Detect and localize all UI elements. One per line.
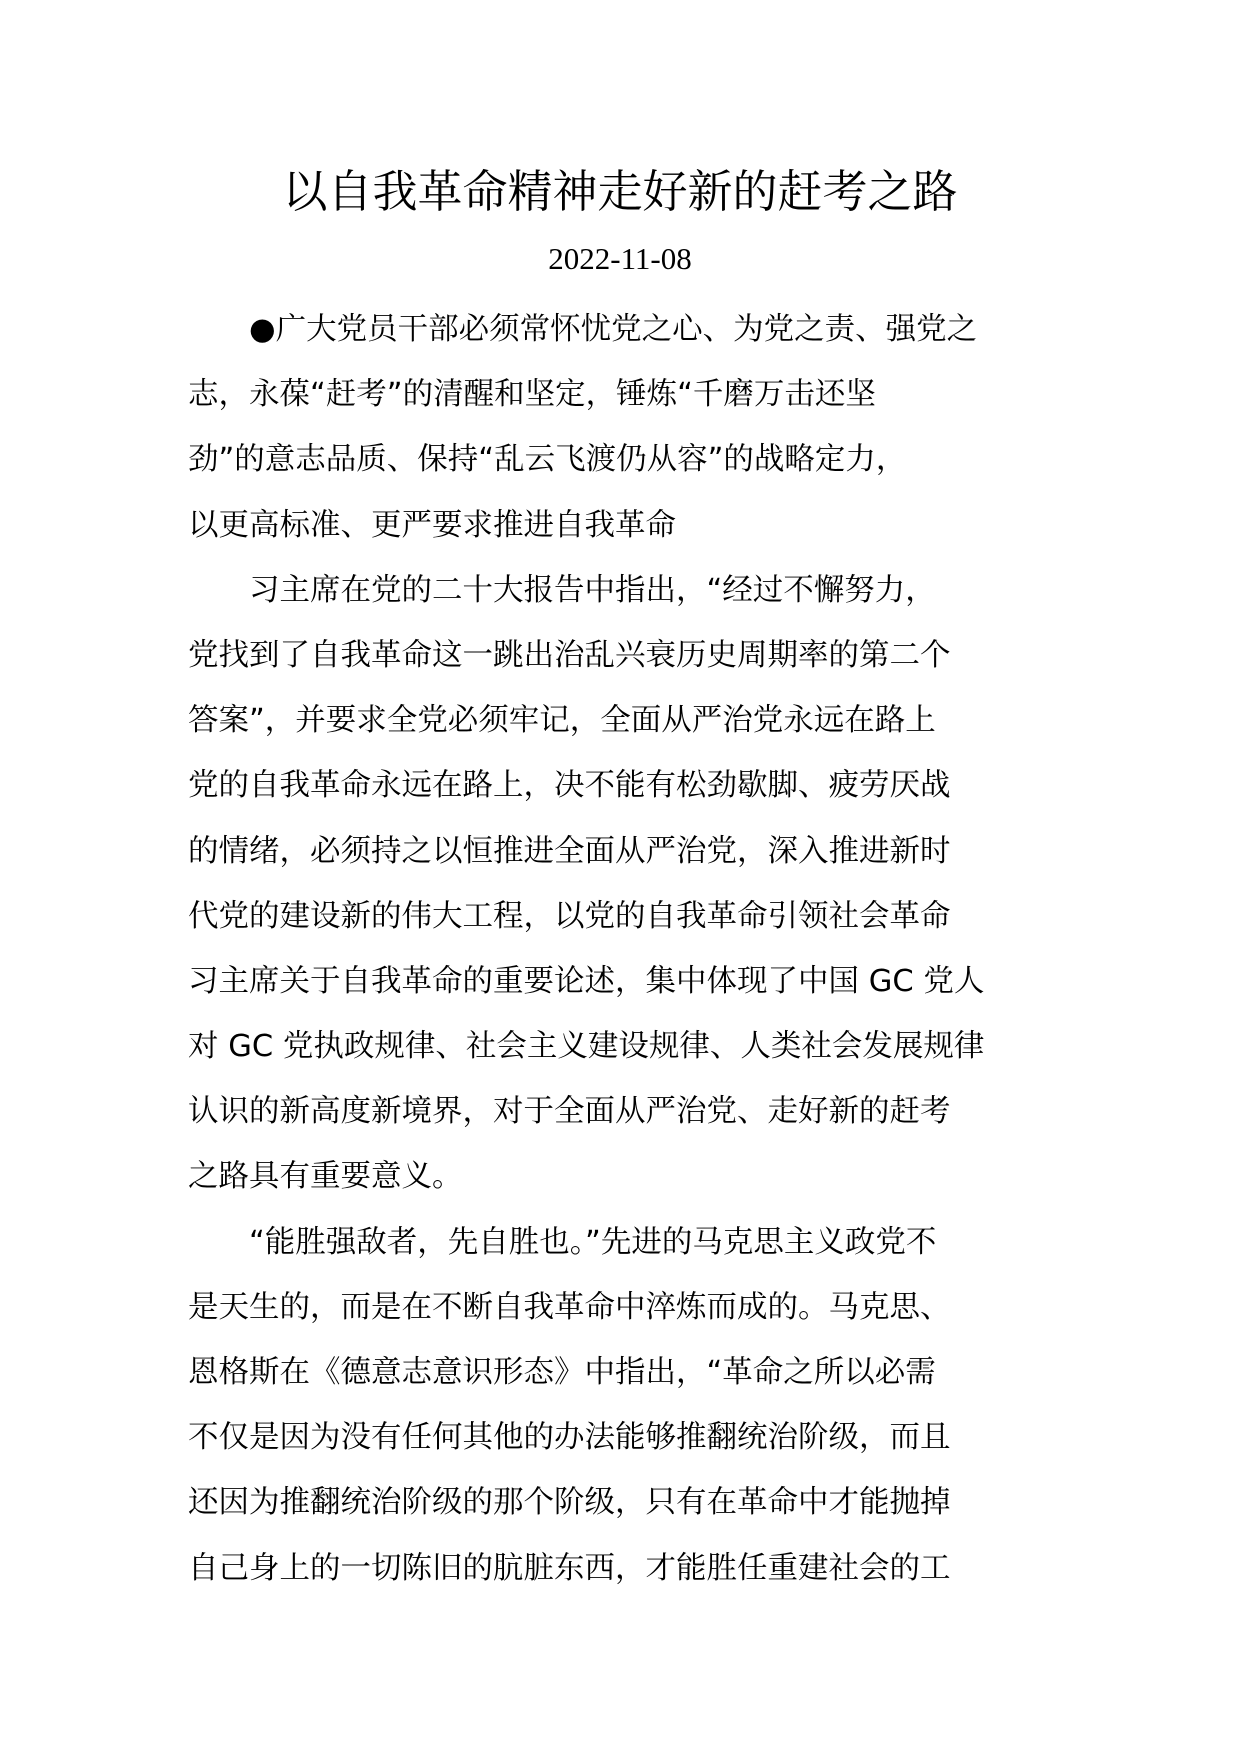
body-line: 劲”的意志品质、保持“乱云飞渡仍从容”的战略定力， bbox=[188, 442, 907, 478]
body-line: 之路具有重要意义。 bbox=[188, 1159, 463, 1195]
body-line: 自己身上的一切陈旧的肮脏东西，才能胜任重建社会的工 bbox=[188, 1550, 951, 1586]
body-line: “能胜强敌者，先自胜也。”先进的马克思主义政党不 bbox=[188, 1224, 937, 1260]
body-line: 的情绪，必须持之以恒推进全面从严治党，深入推进新时 bbox=[188, 833, 951, 869]
body-line: 代党的建设新的伟大工程，以党的自我革命引领社会革命 bbox=[188, 898, 951, 934]
document-body bbox=[188, 297, 1054, 1601]
body-line: 习主席关于自我革命的重要论述，集中体现了中国 GC 党人 bbox=[188, 963, 985, 999]
body-line: 还因为推翻统治阶级的那个阶级，只有在革命中才能抛掉 bbox=[188, 1485, 951, 1521]
body-line: 对 GC 党执政规律、社会主义建设规律、人类社会发展规律 bbox=[188, 1029, 985, 1065]
body-line: 党找到了自我革命这一跳出治乱兴衰历史周期率的第二个 bbox=[188, 637, 951, 673]
body-line: 恩格斯在《德意志意识形态》中指出，“革命之所以必需 bbox=[188, 1355, 936, 1390]
body-line: 以更高标准、更严要求推进自我革命 bbox=[188, 507, 676, 543]
body-line: 是天生的，而是在不断自我革命中淬炼而成的。马克思、 bbox=[188, 1289, 951, 1325]
document-title: 以自我革命精神走好新的赶考之路 bbox=[282, 165, 958, 218]
body-line: 认识的新高度新境界，对于全面从严治党、走好新的赶考 bbox=[188, 1094, 951, 1130]
body-line: ●广大党员干部必须常怀忧党之心、为党之责、强党之 bbox=[188, 312, 978, 347]
body-line: 答案”，并要求全党必须牢记，全面从严治党永远在路上 bbox=[188, 703, 936, 739]
document-date: 2022-11-08 bbox=[548, 241, 692, 276]
body-line: 不仅是因为没有任何其他的办法能够推翻统治阶级，而且 bbox=[188, 1420, 951, 1456]
body-line: 志，永葆“赶考”的清醒和坚定，锤炼“千磨万击还坚 bbox=[188, 377, 876, 413]
body-line: 党的自我革命永远在路上，决不能有松劲歇脚、疲劳厌战 bbox=[188, 768, 951, 804]
body-line: 习主席在党的二十大报告中指出，“经过不懈努力， bbox=[188, 572, 936, 608]
